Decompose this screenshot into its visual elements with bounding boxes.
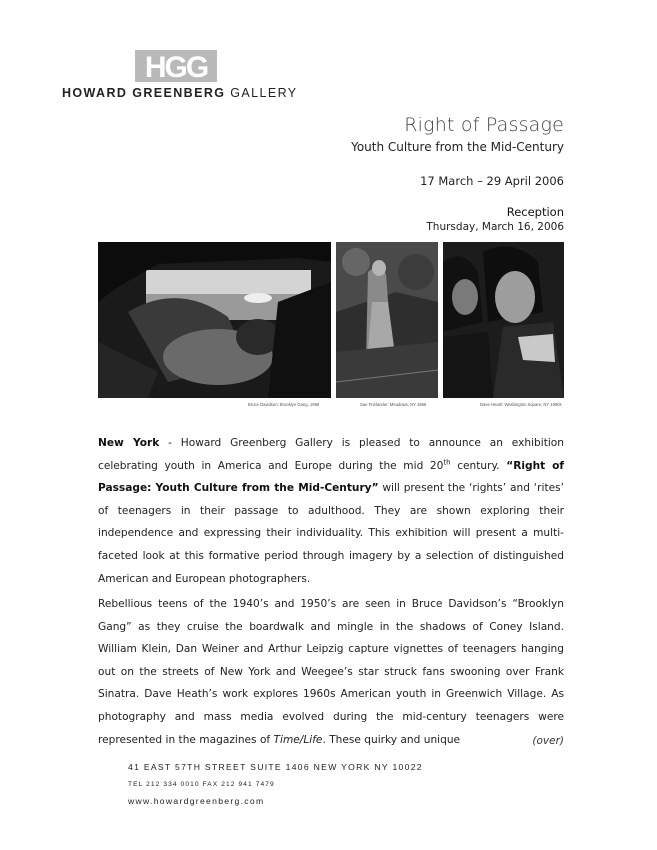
press-paragraph-1 [98, 432, 564, 590]
photo-brooklyn-gang [98, 242, 331, 398]
exhibition-dates: 17 March – 29 April 2006 [420, 174, 564, 188]
gallery-name [62, 86, 298, 100]
p2-magazine-title: Time/Life [273, 733, 323, 746]
dateline: New York [98, 437, 160, 449]
exhibition-subtitle: Youth Culture from the Mid-Century [351, 140, 564, 154]
p1-text-2: century. [450, 459, 507, 472]
street-address: 41 EAST 57TH STREET SUITE 1406 NEW YORK NY 10022 [128, 762, 423, 772]
footer-address-block [128, 759, 423, 810]
p1-superscript: th [443, 458, 451, 467]
photo-washington-square [443, 242, 564, 398]
exhibition-quoted-title: “Right of Passage: Youth Culture from the Mid-Century” [98, 459, 565, 495]
photo-caption-2: Sae Frielander: Meadows, NY 1956 [360, 402, 427, 407]
p2-text-1: Rebellious teens of the 1940’s and 1950’s are seen in Bruce Davidson’s “Brooklyn Gang” as they cruise the boardwalk and mingle in the shadows of Coney Island. William Klein, Dan Weiner and Arthur Leipzig capture vignettes of teenagers hanging out on the streets of New York and Weegee’s star struck fans swooning over Frank Sinatra. Dave Heath’s work explores 1960s American youth in Greenwich Village. As photography and mass media evolved during the mid-century teenagers were represented in the magazines of [98, 598, 564, 746]
gallery-name-rest: GALLERY [230, 86, 298, 100]
photo-caption-1: Bruce Davidson: Brooklyn Gang, 1959 [248, 402, 320, 407]
phone-fax: TEL 212 334 0010 FAX 212 941 7479 [128, 781, 275, 788]
press-paragraph-2 [98, 593, 564, 751]
reception-label: Reception [506, 205, 564, 219]
exhibition-title: Right of Passage [404, 114, 564, 136]
exhibition-info [351, 114, 564, 233]
gallery-logo [135, 50, 217, 82]
photo-caption-3: Dave Heath: Washington Square, NY 1960s [480, 402, 562, 407]
website-link[interactable]: www.howardgreenberg.com [128, 796, 265, 806]
reception-date: Thursday, March 16, 2006 [426, 221, 564, 233]
p1-text-3: will present the ‘rights’ and ‘rites’ of teenagers in their passage to adulthood. They are shown exploring their independence and expressing their individuality. This exhibition will present a multi-faceted look at this formative period through imagery by a selection of distinguished American and European photographers. [98, 482, 564, 585]
p1-text-1: - Howard Greenberg Gallery is pleased to announce an exhibition celebrating youth in America and Europe during the mid 20 [98, 437, 564, 472]
svg-text:HGG: HGG [144, 51, 208, 82]
photo-meadows [336, 242, 438, 398]
gallery-name-bold: HOWARD GREENBERG [62, 86, 226, 100]
over-note: (over) [532, 735, 564, 747]
p2-text-2: . These quirky and unique [322, 733, 461, 746]
